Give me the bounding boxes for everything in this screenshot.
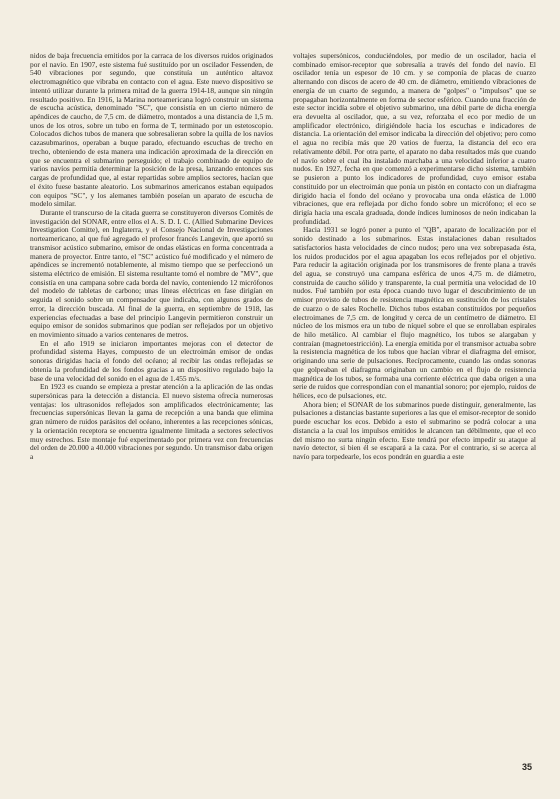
- paragraph: En 1923 es cuando se empieza a prestar atención a la aplicación de las ondas supersónicas para la detección a distancia. El nuevo sistema ofrecía numerosas ventajas: los ultrasonidos reflejados son amplificados electrónicamente; las frecuencias supersónicas llevan la gama de recepción a una banda que elimina gran número de ruidos parásitos del océano, inherentes a las recepciones sónicas, y la orientación receptora se encuentra igualmente limitada a sectores selectivos muy estrechos. Este montaje fué experimentado por primera vez con frecuencias del orden de 20.000 a 40.000 vibraciones por segundo. Un transmisor daba origen a: [30, 382, 273, 462]
- paragraph: Durante el transcurso de la citada guerra se constituyeron diversos Comités de investigación del SONAR, entre ellos el A. S. D. I. C. (Allied Submarine Devices Investigation Comitte), en Inglaterra, y el Consejo Nacional de Investigaciones norteamericano, al que fué agregado el profesor francés Langevin, que aportó su transmisor acústico submarino, emisor de ondas elásticas en forma concentrada a manera de proyector. Entre tanto, el "SC" acústico fué modificado y el número de apéndices se incrementó notablemente, al mismo tiempo que se perfeccionó un sistema eléctrico de emisión. El sistema resultante tomó el nombre de "MV", que consistía en una campana sobre cada borda del navío, conteniendo 12 micrófonos del modelo de tabletas de carbono; unas líneas eléctricas en fase dirigían en seguida el sonido sobre un compensador que indicaba, con algunos grados de error, la dirección buscada. Al final de la guerra, en septiembre de 1918, las experiencias efectuadas a base del principio Langevin permitieron construir un equipo emisor de sonidos submarinos que podían ser reflejados por un objetivo en movimiento situado a varios centenares de metros.: [30, 207, 273, 339]
- right-column: [293, 52, 536, 462]
- paragraph: voltajes supersónicos, conduciéndoles, por medio de un oscilador, hacia el combinado emisor-receptor que sobresalía a través del fondo del navío. El oscilador tenía un espesor de 10 cm. y se componía de placas de cuarzo alternando con discos de acero de 40 cm. de diámetro, emitiendo vibraciones de energía de un cuarto de segundo, a manera de "golpes" o "impulsos" que se propagaban horizontalmente en forma de sector esférico. Cuando una fracción de este sector incidía sobre el objetivo submarino, una débil parte de dicha energía era devuelta al oscilador, que, a su vez, reforzaba el eco por medio de un amplificador electrónico, dirigiéndole hacia los escuchas e indicadores de distancia. La orientación del emisor indicaba la dirección del objetivo; pero como el agua no recibía más que 20 vatios de fuerza, la distancia del eco era relativamente débil. Por otra parte, el aparato no daba resultados más que cuando el navío sobre el cual iba instalado marchaba a una velocidad inferior a cuatro nudos. En 1927, fecha en que comenzó a experimentarse dicho sistema, también se pusieron a punto los indicadores de profundidad, cuyo emisor estaba constituído por un electroimán que ponía un pistón en contacto con un diafragma dirigido hacia el fondo del océano y provocaba una onda elástica de 1.000 vibraciones, que era reflejada por dicho fondo sobre un micrófono; el eco se dirigía hacia una escala graduada, donde índices luminosos de neón indicaban la profundidad.: [293, 51, 536, 226]
- paragraph: En el año 1919 se iniciaron importantes mejoras con el detector de profundidad sistema Hayes, compuesto de un electroimán emisor de ondas sonoras dirigidas hacia el fondo del océano; al recibir las ondas reflejadas se obtenía la profundidad de los fondos gracias a un dispositivo regulado bajo la base de una velocidad del sonido en el agua de 1.455 m/s.: [30, 338, 273, 383]
- page-number: 35: [521, 762, 532, 772]
- paragraph: Hacia 1931 se logró poner a punto el "QB", aparato de localización por el sonido destinado a los submarinos. Estas instalaciones daban resultados satisfactorios hasta velocidades de cinco nudos; pero una vez sobrepasada ésta, los ruidos producidos por el agua apagaban los ecos reflejados por el objetivo. Para reducir la agitación originada por los transmisores de frente plana a través del agua, se construyó una campana esférica de unos 4,75 m. de diámetro, construida de caucho sólido y transparente, la cual permitía una velocidad de 10 nudos. Fué también por esta época cuando tuvo lugar el descubrimiento de un emisor provisto de tubos de resistencia magnética en sustitución de los cristales de cuarzo o de sales Rochelle. Dichos tubos estaban constituídos por pequeños electroimanes de 7,5 cm. de longitud y cerca de un centímetro de diámetro. El núcleo de los mismos era un tubo de níquel sobre el que se enrollaban espirales de hilo metálico. Al cambiar el flujo magnético, los tubos se alargaban y contraían (magnetoestricción). La energía emitida por el transmisor actuaba sobre la resistencia magnética de los tubos que hacían vibrar el diafragma del emisor, originando una serie de pulsaciones. Recíprocamente, cuando las ondas sonoras que golpeaban el diafragma originaban un cambio en el flujo de resistencia magnética de los tubos, se formaba una corriente eléctrica que daba origen a una serie de ruidos que correspondían con el manantial sonoro; por ejemplo, ruidos de hélices, eco de pulsaciones, etc.: [293, 225, 536, 401]
- paragraph: nidos de baja frecuencia emitidos por la carraca de los diversos ruidos originados por el navío. En 1907, este sistema fué sustituído por un oscilador Fessenden, de 540 vibraciones por segundo, que constituía un auténtico altavoz electromagnético que vibraba en contacto con el agua. Este nuevo dispositivo se intentó utilizar durante la primera mitad de la guerra 1914-18, aunque sin ningún resultado positivo. En 1916, la Marina norteamericana logró construir un sistema de escucha acústica, denominado "SC", que consistía en un cierto número de apéndices de caucho, de 7,5 cm. de diámetro, montados a una distancia de 1,5 m. unos de los otros, sobre un tubo en forma de T, terminado por un estetoscopio. Colocados dichos tubos de manera que sobresalieran sobre la quilla de los navíos cazasubmarinos, operaban a buque parado, efectuando escuchas de trecho en trecho, obteniendo de esta manera una indicación aproximada de la dirección en que se encuentra el submarino perseguido; el trabajo combinado de equipo de varios navíos permitía determinar la posición de la presa, lanzando entonces sus cargas de profundidad que, al estar repartidas sobre amplios sectores, hacían que el éxito fuese bastante aleatorio. Los submarinos americanos estaban equipados con equipos "SC", y los alemanes también poseían un aparato de escucha de modelo similar.: [30, 51, 273, 209]
- article-body: [30, 52, 536, 462]
- left-column: [30, 52, 273, 462]
- paragraph: Ahora bien; el SONAR de los submarinos puede distinguir, generalmente, las pulsaciones a distancias bastante superiores a las que el emisor-receptor de sonido puede escuchar los ecos. Debido a esto el submarino se podrá colocar a una distancia a la cual los impulsos emitidos le alcancen tan débilmente, que el eco del mismo no surta ningún efecto. Este tendrá por efecto impedir su ataque al navío detector, si bien él se escapará a la caza. Por el contrario, si se acerca al navío para torpedearle, los ecos pondrán en guardia a este: [293, 399, 536, 462]
